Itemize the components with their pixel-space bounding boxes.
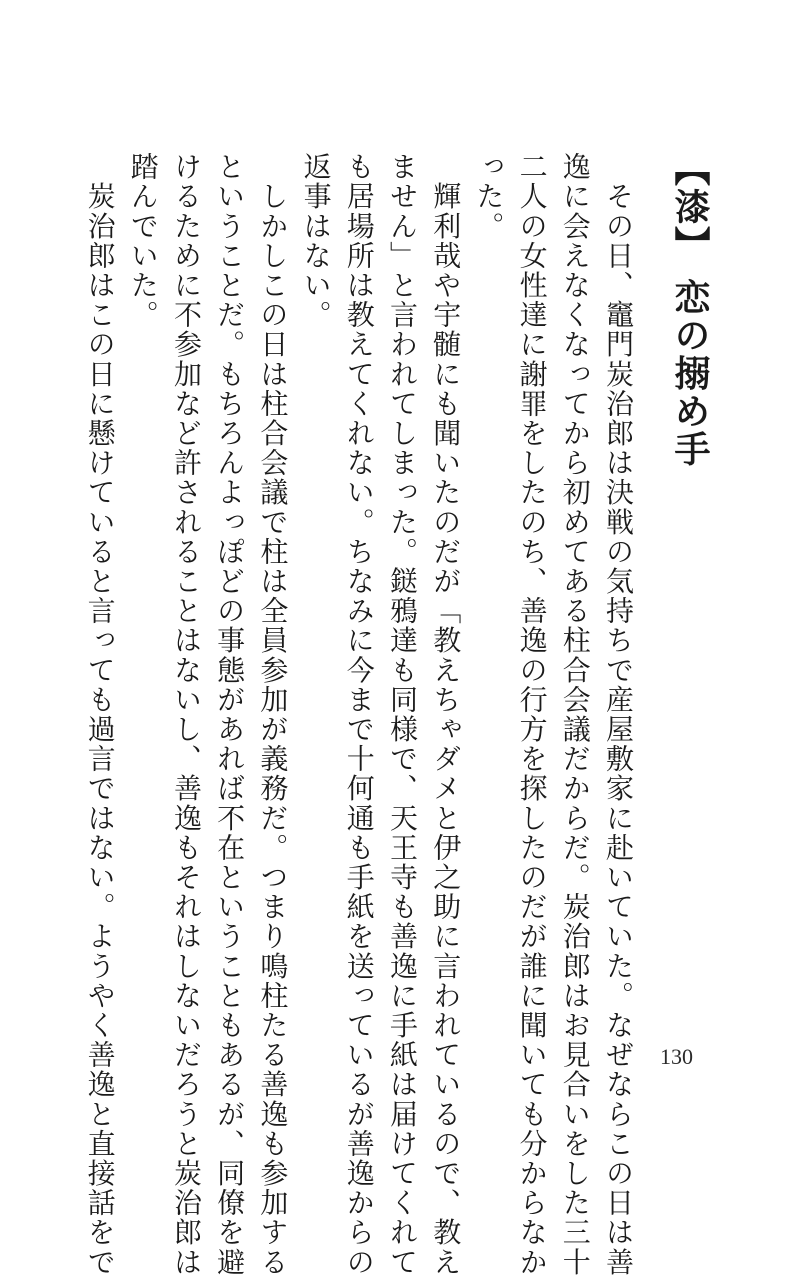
text-line: った。 [472, 152, 506, 241]
text-line: 返事はない。 [299, 152, 333, 330]
text-line: その日、竈門炭治郎は決戦の気持ちで産屋敷家に赴いていた。なぜならこの日は善 [602, 152, 635, 1277]
body-text [83, 152, 640, 1277]
text-line: 踏んでいた。 [126, 152, 160, 330]
text-line: 逸に会えなくなってから初めてある柱合会議だからだ。炭治郎はお見合いをした三十 [558, 152, 592, 1277]
chapter-heading: 【漆】 恋の搦め手 [669, 150, 711, 469]
page-number: 130 [660, 1044, 693, 1069]
text-line: しかしこの日は柱合会議で柱は全員参加が義務だ。つまり鳴柱たる善逸も参加する [256, 152, 290, 1277]
text-line: も居場所は教えてくれない。ちなみに今まで十何通も手紙を送っているが善逸からの [342, 152, 376, 1277]
text-line: ません」と言われてしまった。鎹鴉達も同様で、天王寺も善逸に手紙は届けてくれて [385, 152, 419, 1277]
text-line: ということだ。もちろんよっぽどの事態があれば不在ということもあるが、同僚を避 [213, 152, 247, 1277]
text-line: 炭治郎はこの日に懸けていると言っても過言ではない。ようやく善逸と直接話をで [83, 152, 117, 1277]
text-line: 輝利哉や宇髄にも聞いたのだが「教えちゃダメと伊之助に言われているので、教え [429, 152, 463, 1277]
text-line: けるために不参加など許されることはないし、善逸もそれはしないだろうと炭治郎は [169, 152, 203, 1277]
text-line: 二人の女性達に謝罪をしたのち、善逸の行方を探したのだが誰に聞いても分からなか [515, 152, 549, 1277]
